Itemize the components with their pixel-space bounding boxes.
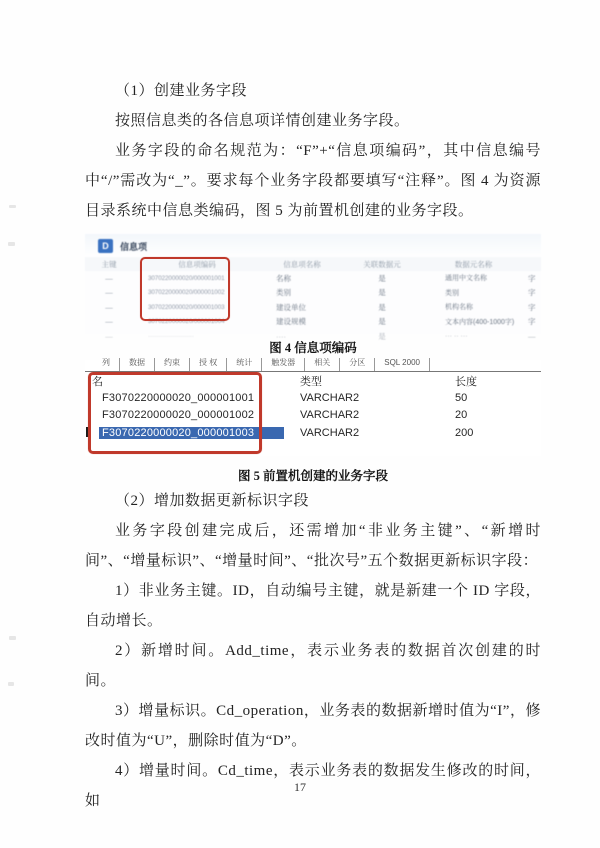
column-header-pk: 主键 bbox=[101, 259, 117, 269]
cell-field-type: VARCHAR2 bbox=[300, 426, 360, 439]
table-row bbox=[85, 407, 541, 425]
table-row bbox=[85, 389, 541, 407]
figure4-panel-header bbox=[85, 234, 541, 257]
cropped-tab-label: 统计 bbox=[227, 358, 262, 371]
figure4-screenshot bbox=[85, 234, 541, 341]
cell-item-name: 名称 bbox=[276, 273, 291, 283]
cell-item-code: 3070220000020/000001004 bbox=[148, 318, 225, 326]
numbered-item: 3）增量标识。Cd_operation，业务表的数据新增时值为“I”，修改时值为“U”，删除时值为“D”。 bbox=[85, 703, 541, 749]
panel-letter-badge: D bbox=[98, 239, 113, 253]
figure5-rows bbox=[85, 389, 541, 442]
numbered-item: 4）增量时间。Cd_time，表示业务表的数据发生修改的时间，如 bbox=[85, 763, 541, 809]
cropped-tab-label: 列 bbox=[93, 358, 120, 371]
cell-primary-key: — bbox=[105, 331, 113, 341]
cropped-tab-label: 约束 bbox=[155, 358, 190, 371]
cropped-tab-label: 触发器 bbox=[262, 358, 305, 371]
figure5-screenshot bbox=[85, 360, 541, 456]
cell-primary-key: — bbox=[105, 288, 113, 298]
cell-primary-key: — bbox=[105, 273, 113, 283]
scan-artifact bbox=[9, 636, 16, 640]
page-content bbox=[85, 76, 541, 816]
cell-field-length: 20 bbox=[455, 409, 468, 422]
page-number: 17 bbox=[294, 780, 306, 794]
panel-title: 信息项 bbox=[120, 241, 148, 252]
figure4-rows bbox=[85, 271, 541, 344]
cell-type-cropped: 字 bbox=[528, 273, 536, 283]
scan-artifact bbox=[8, 242, 15, 246]
table-row bbox=[85, 329, 541, 344]
cell-linked-element: 是 bbox=[378, 317, 386, 327]
cropped-tab-label: SQL 2000 bbox=[375, 358, 430, 371]
cell-type-cropped: 字 bbox=[528, 302, 536, 312]
cell-field-name: F3070220000020_000001003 bbox=[99, 427, 284, 439]
cell-element-name: 机构名称 bbox=[445, 304, 473, 312]
cropped-tab-label: 授 权 bbox=[190, 358, 227, 371]
numbered-item: 2）新增时间。Add_time，表示业务表的数据首次创建的时间。 bbox=[85, 643, 541, 689]
cell-item-name: ···· bbox=[276, 331, 286, 341]
scan-artifact bbox=[8, 682, 14, 686]
table-row bbox=[85, 271, 541, 286]
column-header-element: 数据元名称 bbox=[454, 259, 493, 269]
cell-item-code: 3070220000020/000001001 bbox=[148, 274, 225, 282]
cell-field-name: F3070220000020_000001002 bbox=[102, 409, 255, 422]
cell-type-cropped: 字 bbox=[528, 288, 536, 298]
cell-item-name: 建设单位 bbox=[276, 302, 306, 312]
cell-linked-element: 是 bbox=[378, 288, 386, 298]
cropped-tab-label: 相关 bbox=[305, 358, 340, 371]
figure4-column-headers bbox=[85, 257, 541, 271]
table-row bbox=[85, 315, 541, 330]
paragraph-naming-rule: 业务字段的命名规范为：“F”+“信息项编码”，其中信息编号中“/”需改为“_”。要求每个业务字段都要填写“注释”。图 4 为资源目录系统中信息类编码，图 5 为前置机创建的业务字段。 bbox=[85, 143, 541, 219]
section-1-heading: （1）创建业务字段 bbox=[115, 83, 248, 99]
cell-field-type: VARCHAR2 bbox=[300, 409, 360, 422]
table-row bbox=[85, 300, 541, 315]
column-header-field-type: 类型 bbox=[300, 375, 322, 388]
cell-field-length: 50 bbox=[455, 391, 468, 404]
cropped-tab-label: 数据 bbox=[120, 358, 155, 371]
column-header-field-name: 名 bbox=[92, 375, 103, 388]
figure5-column-headers bbox=[85, 372, 541, 389]
cell-linked-element: 是 bbox=[378, 273, 386, 283]
section-2-heading: （2）增加数据更新标识字段 bbox=[115, 493, 310, 509]
column-header-linked: 关联数据元 bbox=[363, 259, 401, 269]
cell-type-cropped: — bbox=[528, 331, 536, 341]
column-header-name: 信息项名称 bbox=[283, 259, 321, 269]
cell-item-code: 3070220000020/000001002 bbox=[148, 289, 225, 297]
numbered-item: 1）非业务主键。ID，自动编号主键，就是新建一个 ID 字段，自动增长。 bbox=[85, 583, 541, 629]
cell-element-name: 文本内容(400-1000字) bbox=[445, 318, 515, 326]
cell-field-type: VARCHAR2 bbox=[300, 391, 360, 404]
column-header-field-length: 长度 bbox=[455, 375, 477, 388]
cell-element-name: 类别 bbox=[445, 289, 459, 297]
cell-item-name: 建设规模 bbox=[276, 317, 306, 327]
table-row bbox=[85, 424, 541, 442]
scan-artifact bbox=[9, 205, 16, 208]
table-row bbox=[85, 286, 541, 301]
cell-item-name: 类别 bbox=[276, 288, 291, 298]
cell-field-name: F3070220000020_000001001 bbox=[102, 391, 255, 404]
cell-element-name: ··· ·· ··· bbox=[445, 332, 468, 340]
cell-item-code: ······················· bbox=[148, 332, 194, 340]
figure4-table bbox=[85, 234, 541, 344]
figure4-caption: 图 4 信息项编码 bbox=[269, 341, 357, 355]
paragraph-add-fields: 业务字段创建完成后，还需增加“非业务主键”、“新增时间”、“增量标识”、“增量时间”、“批次号”五个数据更新标识字段： bbox=[85, 523, 541, 569]
figure5-table bbox=[85, 360, 541, 442]
cell-linked-element: 是 bbox=[378, 331, 386, 341]
paragraph-intro: 按照信息类的各信息项详情创建业务字段。 bbox=[115, 113, 410, 129]
cell-field-length: 200 bbox=[455, 426, 474, 439]
cropped-tab-label: 分区 bbox=[340, 358, 375, 371]
column-header-code: 信息项编码 bbox=[178, 259, 216, 269]
cell-type-cropped: 字 bbox=[528, 317, 536, 327]
cell-primary-key: — bbox=[105, 317, 113, 327]
cell-primary-key: — bbox=[105, 302, 113, 312]
cell-element-name: 通用中文名称 bbox=[445, 275, 487, 283]
cell-item-code: 3070220000020/000001003 bbox=[148, 303, 225, 311]
figure5-cropped-tabstrip bbox=[85, 360, 541, 372]
figure5-caption: 图 5 前置机创建的业务字段 bbox=[237, 469, 388, 483]
cell-linked-element: 是 bbox=[378, 302, 386, 312]
